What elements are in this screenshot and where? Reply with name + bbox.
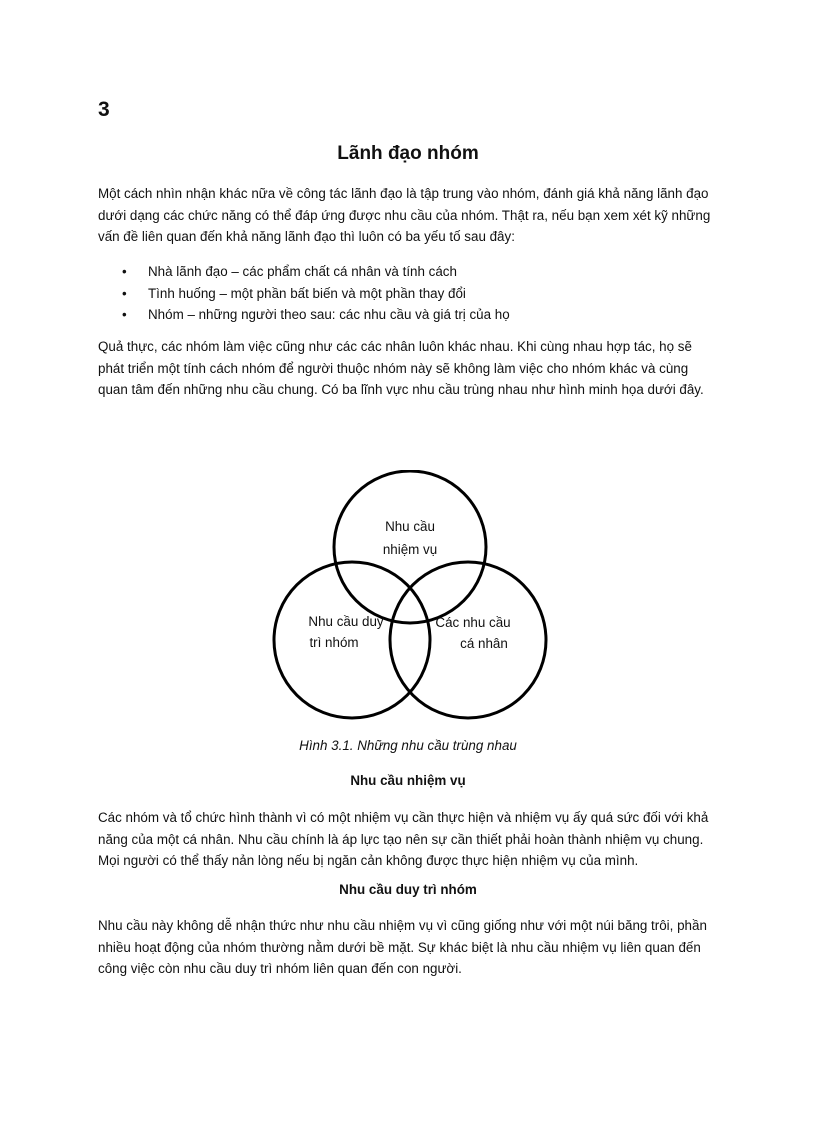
venn-label-group-line2: trì nhóm <box>309 635 359 650</box>
bullet-list <box>98 261 720 326</box>
intro-paragraph: Một cách nhìn nhận khác nữa về công tác lãnh đạo là tập trung vào nhóm, đánh giá khả năng lãnh đạo dưới dạng các chức năng có thể đáp ứng được nhu cầu của nhóm. Thật ra, nếu bạn xem xét kỹ những vấn đề liên quan đến khả năng lãnh đạo thì luôn có ba yếu tố sau đây: <box>98 186 711 245</box>
section-task-paragraph: Các nhóm và tổ chức hình thành vì có một nhiệm vụ cần thực hiện và nhiệm vụ ấy quá sức đối với khả năng của một cá nhân. Nhu cầu chính là áp lực tạo nên sự cần thiết phải hoàn thành nhiệm vụ chung. Mọi người có thể thấy nản lòng nếu bị ngăn cản không được thực hiện nhiệm vụ của mình. <box>98 810 709 869</box>
list-item-text: Nhà lãnh đạo – các phẩm chất cá nhân và tính cách <box>148 264 457 279</box>
second-paragraph: Quả thực, các nhóm làm việc cũng như các các nhân luôn khác nhau. Khi cùng nhau hợp tác, họ sẽ phát triển một tính cách nhóm để người thuộc nhóm này sẽ không làm việc cho nhóm khác và cùng quan tâm đến những nhu cầu chung. Có ba lĩnh vực nhu cầu trùng nhau như hình minh họa dưới đây. <box>98 339 704 398</box>
section-group-paragraph: Nhu cầu này không dễ nhận thức như nhu cầu nhiệm vụ vì cũng giống như với một núi băng trôi, phần nhiều hoạt động của nhóm thường nằm dưới bề mặt. Sự khác biệt là nhu cầu nhiệm vụ liên quan đến công việc còn nhu cầu duy trì nhóm liên quan đến con người. <box>98 918 707 977</box>
section-heading-task: Nhu cầu nhiệm vụ <box>350 773 466 788</box>
list-item <box>98 261 720 283</box>
venn-diagram <box>260 470 560 730</box>
venn-label-group-line1: Nhu cầu duy <box>308 614 384 629</box>
bullet-icon: • <box>122 307 127 323</box>
venn-label-task-line1: Nhu cầu <box>385 519 435 534</box>
list-item-text: Nhóm – những người theo sau: các nhu cầu và giá trị của họ <box>148 307 510 323</box>
venn-label-individual-line2: cá nhân <box>460 636 508 651</box>
bullet-icon: • <box>122 285 127 301</box>
venn-label-task-line2: nhiệm vụ <box>382 542 438 557</box>
list-item-text: Tình huống – một phần bất biến và một phần thay đổi <box>148 285 466 301</box>
bullet-icon: • <box>122 264 127 279</box>
venn-label-individual-line1: Các nhu cầu <box>435 615 511 630</box>
page-title: Lãnh đạo nhóm <box>337 143 479 164</box>
section-heading-group: Nhu cầu duy trì nhóm <box>339 882 477 897</box>
list-item <box>98 304 720 326</box>
figure-caption: Hình 3.1. Những nhu cầu trùng nhau <box>299 738 517 753</box>
chapter-number: 3 <box>98 98 110 121</box>
list-item <box>98 283 720 305</box>
